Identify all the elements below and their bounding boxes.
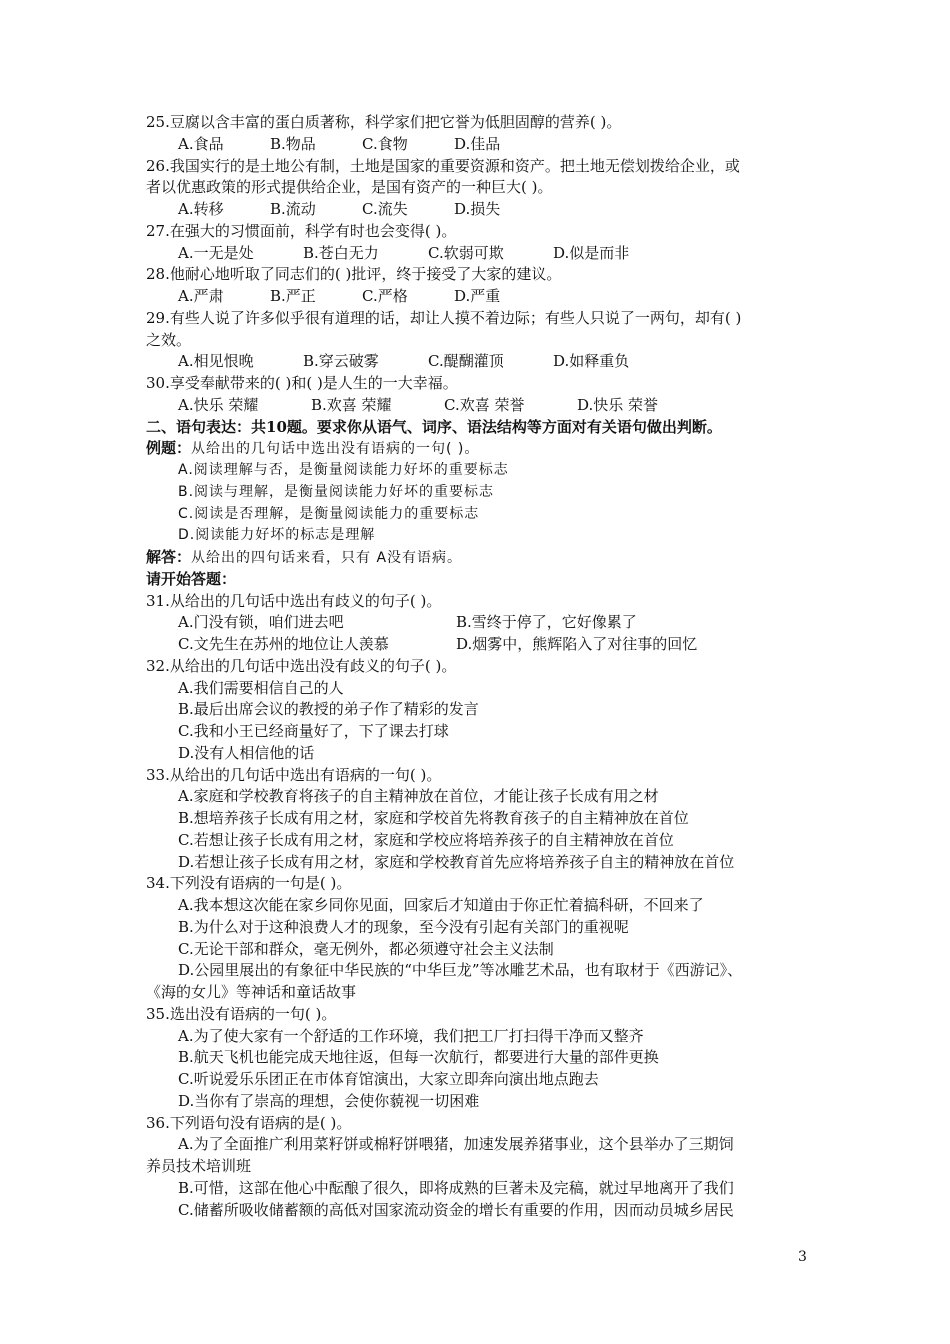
continued-text: 者以优惠政策的形式提供给企业，是国有资产的一种巨大( )。: [146, 178, 553, 197]
answer-option: D.烟雾中，熊辉陷入了对往事的回忆: [456, 635, 698, 653]
answer-option: D.如释重负: [553, 352, 630, 371]
answer-option: B.想培养孩子长成有用之材，家庭和学校首先将教育孩子的自主精神放在首位: [178, 809, 689, 827]
question-text: 35.选出没有语病的一句( )。: [146, 1004, 337, 1023]
continued-text: 养员技术培训班: [146, 1157, 252, 1175]
answer-option: A.相见恨晚: [178, 352, 254, 371]
answer-option: A.快乐 荣耀: [178, 395, 259, 414]
example-text: 从给出的几句话中选出没有语病的一句( )。: [191, 441, 480, 458]
question-text: 36.下列语句没有语病的是( )。: [146, 1113, 352, 1132]
question-text: 26.我国实行的是土地公有制，土地是国家的重要资源和资产。把土地无偿划拨给企业，或: [146, 156, 740, 175]
answer-option: A.我本想这次能在家乡同你见面，回家后才知道由于你正忙着搞科研，不回来了: [178, 896, 704, 914]
answer-option: C.软弱可欺: [428, 243, 504, 262]
answer-option: B.穿云破雾: [303, 352, 379, 371]
answer-option: C.欢喜 荣誉: [444, 395, 525, 414]
answer-option: A.家庭和学校教育将孩子的自主精神放在首位，才能让孩子长成有用之材: [178, 787, 659, 806]
answer-option: B.可惜，这部在他心中酝酿了很久，即将成熟的巨著未及完稿，就过早地离开了我们: [178, 1178, 734, 1197]
answer-option: C.文先生在苏州的地位让人羡慕: [178, 635, 389, 653]
answer-options-row: [146, 395, 816, 417]
answer-option: C.严格: [362, 287, 408, 305]
continued-text: 之效。: [146, 330, 192, 349]
answer-option: B.阅读与理解，是衡量阅读能力好坏的重要标志: [178, 483, 495, 500]
answer-option: C.阅读是否理解，是衡量阅读能力的重要标志: [178, 505, 480, 522]
answer-option: B.流动: [270, 200, 316, 218]
answer-option: A.一无是处: [178, 243, 254, 262]
answer-options-row: [146, 634, 816, 656]
answer-option: D.似是而非: [553, 243, 630, 262]
question-text: 34.下列没有语病的一句是( )。: [146, 874, 352, 893]
example-text: 从给出的四句话来看，只有 A没有语病。: [191, 550, 463, 566]
answer-option: C.我和小王已经商量好了，下了课去打球: [178, 722, 449, 740]
example-label: 例题：: [146, 439, 192, 458]
answer-options-row: [146, 612, 816, 634]
section-heading: 二、语句表达：共10题。要求你从语气、词序、语法结构等方面对有关语句做出判断。: [146, 417, 722, 436]
example-line: [146, 438, 816, 460]
answer-option: D.阅读能力好坏的标志是理解: [178, 527, 376, 544]
question-text: 30.享受奉献带来的( )和( )是人生的一大幸福。: [146, 374, 458, 392]
section-heading: 请开始答题：: [146, 569, 237, 588]
answer-option: C.若想让孩子长成有用之材，家庭和学校应将培养孩子的自主精神放在首位: [178, 830, 674, 849]
question-text: 32.从给出的几句话中选出没有歧义的句子( )。: [146, 656, 457, 675]
answer-option: B.为什么对于这种浪费人才的现象，至今没有引起有关部门的重视呢: [178, 917, 629, 936]
example-line: [146, 547, 816, 569]
answer-option: C.储蓄所吸收储蓄额的高低对国家流动资金的增长有重要的作用，因而动员城乡居民: [178, 1200, 734, 1219]
question-text: 28.他耐心地听取了同志们的( )批评，终于接受了大家的建议。: [146, 265, 562, 284]
answer-option: A.转移: [178, 200, 224, 218]
question-text: 27.在强大的习惯面前，科学有时也会变得( )。: [146, 221, 457, 240]
answer-options-row: [146, 199, 816, 221]
answer-option: A.食品: [178, 134, 224, 153]
question-text: 33.从给出的几句话中选出有语病的一句( )。: [146, 765, 442, 784]
answer-option: B.最后出席会议的教授的弟子作了精彩的发言: [178, 700, 479, 719]
answer-option: C.听说爱乐乐团正在市体育馆演出，大家立即奔向演出地点跑去: [178, 1070, 599, 1088]
answer-options-row: [146, 351, 816, 373]
page-number: 3: [798, 1249, 807, 1265]
answer-option: D.当你有了崇高的理想，会使你藐视一切困难: [178, 1091, 480, 1110]
answer-option: D.佳品: [454, 134, 501, 153]
answer-option: B.航天飞机也能完成天地往返，但每一次航行，都要进行大量的部件更换: [178, 1048, 659, 1067]
continued-text: 《海的女儿》等神话和童话故事: [146, 983, 357, 1001]
answer-option: C.食物: [362, 134, 408, 153]
answer-option: B.物品: [270, 134, 316, 153]
answer-option: A.我们需要相信自己的人: [178, 678, 344, 697]
answer-option: D.没有人相信他的话: [178, 743, 315, 762]
answer-options-row: [146, 134, 816, 156]
document-body: [146, 112, 816, 1221]
question-text: 25.豆腐以含丰富的蛋白质著称，科学家们把它誉为低胆固醇的营养( )。: [146, 113, 622, 131]
answer-option: B.雪终于停了，它好像累了: [456, 613, 637, 632]
example-label: 解答：: [146, 548, 192, 566]
answer-option: D.公园里展出的有象征中华民族的“中华巨龙”等冰雕艺术品，也有取材于《西游记》、: [178, 961, 743, 980]
answer-option: A.严肃: [178, 287, 224, 305]
answer-option: C.醍醐灌顶: [428, 352, 504, 371]
question-text: 31.从给出的几句话中选出有歧义的句子( )。: [146, 591, 442, 610]
answer-option: A.阅读理解与否，是衡量阅读能力好坏的重要标志: [178, 462, 509, 478]
answer-option: D.若想让孩子长成有用之材，家庭和学校教育首先应将培养孩子自主的精神放在首位: [178, 852, 735, 871]
answer-option: D.快乐 荣誉: [577, 395, 659, 414]
answer-options-row: [146, 243, 816, 265]
answer-option: A.为了使大家有一个舒适的工作环境，我们把工厂打扫得干净而又整齐: [178, 1026, 644, 1045]
answer-option: C.无论干部和群众，毫无例外，都必须遵守社会主义法制: [178, 939, 554, 958]
answer-option: D.严重: [454, 287, 501, 305]
answer-option: C.流失: [362, 200, 408, 218]
answer-option: B.苍白无力: [303, 243, 379, 262]
answer-options-row: [146, 286, 816, 308]
answer-option: A.门没有锁，咱们进去吧: [178, 613, 344, 632]
answer-option: B.欢喜 荣耀: [311, 395, 392, 414]
answer-option: D.损失: [454, 200, 501, 218]
answer-option: B.严正: [270, 287, 316, 305]
question-text: 29.有些人说了许多似乎很有道理的话，却让人摸不着边际；有些人只说了一两句，却有( ): [146, 308, 742, 327]
answer-option: A.为了全面推广利用菜籽饼或棉籽饼喂猪，加速发展养猪事业，这个县举办了三期饲: [178, 1135, 734, 1154]
